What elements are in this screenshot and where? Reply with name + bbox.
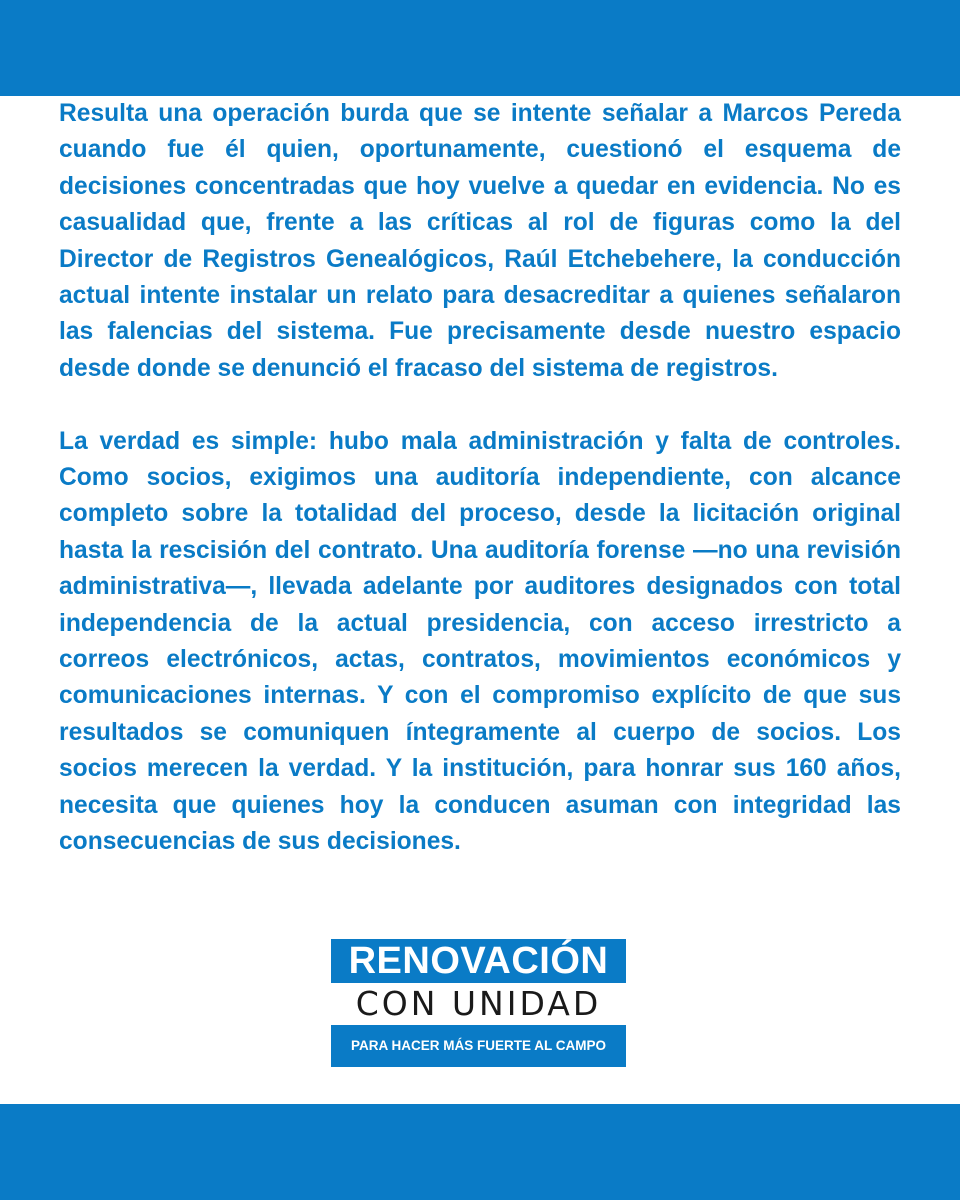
top-color-band [0, 0, 960, 96]
logo-con-unidad-text: CON UNIDAD [331, 983, 626, 1025]
statement-paragraph-1: Resulta una operación burda que se intente señalar a Marcos Pereda cuando fue él quien, oportunamente, cuestionó el esquema de decisiones concentradas que hoy vuelve a quedar en evidencia. No es casualidad que, frente a las críticas al rol de figuras como la del Director de Registros Genealógicos, Raúl Etchebehere, la conducción actual intente instalar un relato para desacreditar a quienes señalaron las falencias del sistema. Fue precisamente desde nuestro espacio desde donde se denunció el fracaso del sistema de registros. [59, 100, 901, 382]
logo-tagline: PARA HACER MÁS FUERTE AL CAMPO [331, 1025, 626, 1067]
statement-text [59, 96, 901, 861]
statement-paragraph-2: La verdad es simple: hubo mala administración y falta de controles. Como socios, exigimos una auditoría independiente, con alcance completo sobre la totalidad del proceso, desde la licitación original hasta la rescisión del contrato. Una auditoría forense —no una revisión administrativa—, llevada adelante por auditores designados con total independencia de la actual presidencia, con acceso irrestricto a correos electrónicos, actas, contratos, movimientos económicos y comunicaciones internas. Y con el compromiso explícito de que sus resultados se comuniquen íntegramente al cuerpo de socios. Los socios merecen la verdad. Y la institución, para honrar sus 160 años, necesita que quienes hoy la conducen asuman con integridad las consecuencias de sus decisiones. [59, 427, 901, 856]
renovacion-con-unidad-logo [331, 939, 626, 1067]
bottom-color-band [0, 1104, 960, 1200]
logo-renovacion-text: RENOVACIÓN [331, 939, 626, 984]
